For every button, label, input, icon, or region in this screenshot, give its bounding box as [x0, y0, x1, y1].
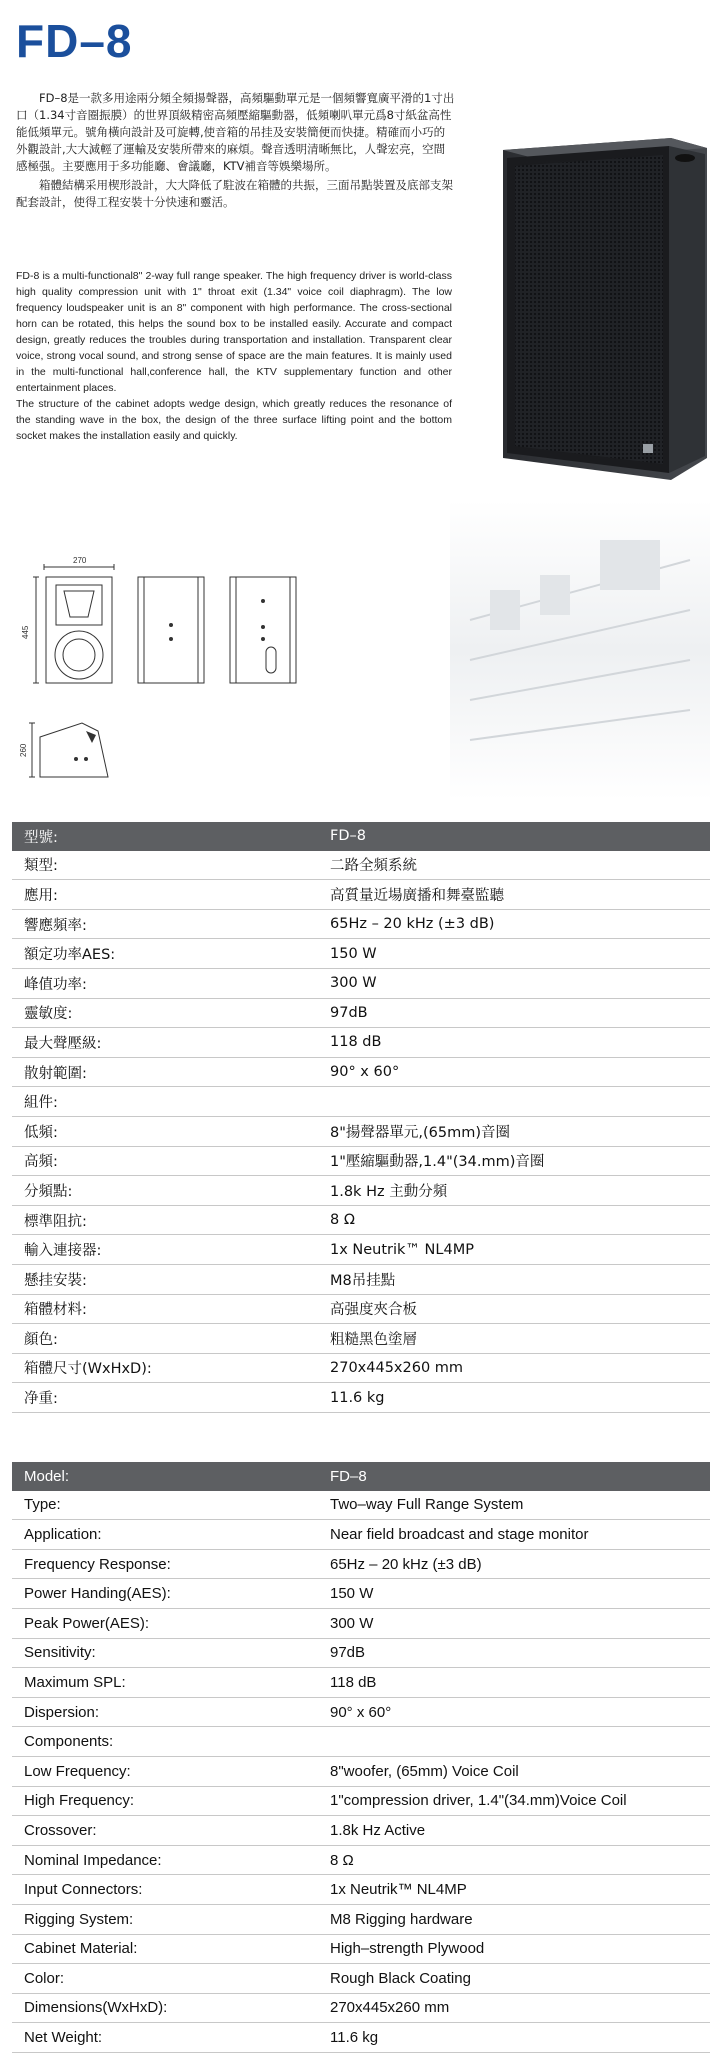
spec-value: 粗糙黑色塗層: [330, 1331, 417, 1348]
spec-value: Near field broadcast and stage monitor: [330, 1525, 589, 1543]
spec-value: 11.6 kg: [330, 1389, 385, 1406]
spec-row: [12, 1117, 710, 1147]
spec-row: [12, 1520, 710, 1550]
spec-label: Application:: [24, 1525, 102, 1543]
spec-row: [12, 1609, 710, 1639]
spec-row: [12, 1668, 710, 1698]
spec-label: Input Connectors:: [24, 1881, 143, 1899]
spec-header-row: [12, 1462, 710, 1491]
spec-label: 型號:: [24, 829, 58, 846]
spec-value: 65Hz – 20 kHz (±3 dB): [330, 916, 495, 933]
spec-row: [12, 1875, 710, 1905]
spec-row: [12, 1087, 710, 1117]
spec-row: [12, 1639, 710, 1669]
spec-row: [12, 1324, 710, 1354]
spec-value: 11.6 kg: [330, 2029, 379, 2047]
spec-row: [12, 1727, 710, 1757]
spec-value: 150 W: [330, 945, 377, 962]
spec-label: 組件:: [24, 1095, 58, 1112]
spec-row: [12, 969, 710, 999]
spec-header-row: [12, 822, 710, 851]
spec-label: 懸挂安裝:: [24, 1272, 87, 1289]
spec-label: Type:: [24, 1496, 61, 1514]
spec-label: Power Handing(AES):: [24, 1585, 171, 1603]
intro-en-paragraph-2: The structure of the cabinet adopts wedge design, which greatly reduces the resonance of the standing wave in the box, the design of the three surface lifting point and the bottom socket makes the installation easily and quickly.: [16, 398, 452, 442]
spec-label: 箱體材料:: [24, 1302, 87, 1319]
spec-label: Crossover:: [24, 1821, 97, 1839]
spec-label: 類型:: [24, 858, 58, 875]
spec-value: 1.8k Hz Active: [330, 1821, 426, 1839]
spec-value: 1"compression driver, 1.4"(34.mm)Voice Coil: [330, 1792, 627, 1810]
spec-value: 270x445x260 mm: [330, 1999, 450, 2017]
spec-row: [12, 1905, 710, 1935]
spec-value: 1.8k Hz 主動分頻: [330, 1183, 448, 1200]
spec-value: 高强度夾合板: [330, 1302, 417, 1319]
spec-row: [12, 1058, 710, 1088]
spec-value: 8"woofer, (65mm) Voice Coil: [330, 1762, 519, 1780]
spec-value: M8 Rigging hardware: [330, 1910, 473, 1928]
spec-value: 118 dB: [330, 1673, 377, 1691]
spec-row: [12, 1295, 710, 1325]
spec-label: Color:: [24, 1969, 65, 1987]
spec-label: Dispersion:: [24, 1703, 100, 1721]
spec-row: [12, 1206, 710, 1236]
spec-table-chinese: [12, 822, 710, 1413]
spec-label: 應用:: [24, 887, 58, 904]
spec-label: 分頻點:: [24, 1183, 73, 1200]
spec-label: 最大聲壓級:: [24, 1035, 102, 1052]
spec-label: Cabinet Material:: [24, 1940, 138, 1958]
spec-label: Maximum SPL:: [24, 1673, 126, 1691]
conference-room-background-image: [450, 500, 710, 800]
spec-row: [12, 1235, 710, 1265]
spec-value: 90° x 60°: [330, 1064, 400, 1081]
spec-row: [12, 1816, 710, 1846]
spec-label: 標準阻抗:: [24, 1213, 87, 1230]
spec-table-english: [12, 1462, 710, 2053]
spec-row: [12, 1757, 710, 1787]
intro-zh-paragraph-2: 箱體結構采用楔形設計，大大降低了駐波在箱體的共振，三面吊點裝置及底部支架配套設計，使得工程安裝十分快速和靈活。: [16, 178, 453, 209]
spec-label: 净重:: [24, 1391, 58, 1408]
spec-label: Dimensions(WxHxD):: [24, 1999, 168, 2017]
spec-row: [12, 1176, 710, 1206]
spec-value: 二路全頻系統: [330, 858, 417, 875]
spec-value: Two–way Full Range System: [330, 1496, 524, 1514]
spec-label: Peak Power(AES):: [24, 1614, 150, 1632]
spec-row: [12, 1846, 710, 1876]
spec-row: [12, 1787, 710, 1817]
spec-row: [12, 1964, 710, 1994]
spec-value: 8"揚聲器單元,(65mm)音圈: [330, 1124, 511, 1141]
spec-label: Nominal Impedance:: [24, 1851, 162, 1869]
spec-row: [12, 1698, 710, 1728]
spec-label: 箱體尺寸(WxHxD):: [24, 1361, 152, 1378]
spec-row: [12, 1354, 710, 1384]
spec-label: 輸入連接器:: [24, 1243, 102, 1260]
spec-label: Sensitivity:: [24, 1644, 96, 1662]
spec-label: 靈敏度:: [24, 1006, 73, 1023]
spec-row: [12, 1550, 710, 1580]
spec-row: [12, 1383, 710, 1413]
spec-row: [12, 1994, 710, 2024]
spec-value: 1x Neutrik™ NL4MP: [330, 1881, 467, 1899]
spec-row: [12, 1147, 710, 1177]
intro-zh-paragraph-1: FD–8是一款多用途兩分頻全頻揚聲器，高頻驅動單元是一個頻響寬廣平滑的1寸出口（1.34寸音圈振膜）的世界頂級精密高頻壓縮驅動器，低頻喇叭單元爲8寸紙盆高性能低頻單元。號角橫向設計及可旋轉,使音箱的吊挂及安裝簡便而快捷。精確而小巧的外觀設計,大大減輕了運輸及安裝所帶來的麻煩。聲音透明清晰無比，人聲宏亮，空間感極强。主要應用于多功能廳、會議廳，KTV補音等娛樂場所。: [16, 91, 455, 173]
spec-value: 高質量近場廣播和舞臺監聽: [330, 887, 504, 904]
spec-row: [12, 880, 710, 910]
spec-value: 300 W: [330, 1614, 374, 1632]
spec-row: [12, 910, 710, 940]
spec-label: 額定功率AES:: [24, 947, 116, 964]
spec-row: [12, 1028, 710, 1058]
spec-value: 1x Neutrik™ NL4MP: [330, 1241, 474, 1258]
spec-value: 8 Ω: [330, 1851, 354, 1869]
intro-en-paragraph-1: FD-8 is a multi-functional8" 2-way full range speaker. The high frequency driver is world-class high quality compression unit with 1" throat exit (1.34" voice coil diaphragm). The low frequency loudspeaker unit is an 8" component with high performance. The cross-sectional horn can be rotated, this helps the sound box to be installed easily. Accurate and compact design, greatly reduces the troubles during transportation and installation. Transparent clear voice, strong vocal sound, and strong sense of space are the main features. It is mainly used in the multi-functional hall,conference hall, the KTV supplementary function and other entertainment places.: [16, 270, 452, 394]
spec-label: 峰值功率:: [24, 976, 87, 993]
spec-row: [12, 851, 710, 881]
spec-row: [12, 1265, 710, 1295]
spec-value: 270x445x260 mm: [330, 1359, 464, 1376]
speaker-product-image: [493, 128, 708, 488]
spec-label: High Frequency:: [24, 1792, 135, 1810]
spec-label: 顔色:: [24, 1331, 58, 1348]
spec-value: High–strength Plywood: [330, 1940, 485, 1958]
spec-value: 1"壓縮驅動器,1.4"(34.mm)音圈: [330, 1154, 545, 1171]
spec-row: [12, 999, 710, 1029]
spec-label: Rigging System:: [24, 1910, 134, 1928]
dim-depth-label: 260: [19, 743, 28, 757]
spec-value: 300 W: [330, 975, 377, 992]
spec-value: 150 W: [330, 1585, 374, 1603]
spec-value: 97dB: [330, 1004, 368, 1021]
spec-row: [12, 1579, 710, 1609]
spec-value: FD–8: [330, 1467, 367, 1485]
spec-value: 90° x 60°: [330, 1703, 392, 1721]
dim-width-label: 270: [73, 556, 87, 565]
spec-value: 65Hz – 20 kHz (±3 dB): [330, 1555, 482, 1573]
page-title: FD–8: [16, 15, 133, 67]
dimension-drawings: [16, 555, 326, 795]
spec-label: 散射範圍:: [24, 1065, 87, 1082]
spec-label: Model:: [24, 1467, 70, 1485]
spec-row: [12, 2023, 710, 2053]
spec-label: 高頻:: [24, 1154, 58, 1171]
spec-value: Rough Black Coating: [330, 1969, 471, 1987]
spec-label: Components:: [24, 1733, 114, 1751]
spec-label: 低頻:: [24, 1124, 58, 1141]
spec-row: [12, 1935, 710, 1965]
spec-value: 97dB: [330, 1644, 366, 1662]
spec-label: Frequency Response:: [24, 1555, 171, 1573]
spec-value: FD–8: [330, 828, 366, 845]
spec-row: [12, 939, 710, 969]
spec-label: Net Weight:: [24, 2029, 103, 2047]
spec-value: 118 dB: [330, 1034, 382, 1051]
spec-value: M8吊挂點: [330, 1272, 396, 1289]
spec-row: [12, 1491, 710, 1521]
spec-label: 響應頻率:: [24, 917, 87, 934]
intro-english: [16, 268, 452, 444]
dim-height-label: 445: [21, 625, 30, 639]
spec-label: Low Frequency:: [24, 1762, 131, 1780]
spec-value: 8 Ω: [330, 1212, 355, 1229]
intro-chinese: [16, 90, 456, 213]
